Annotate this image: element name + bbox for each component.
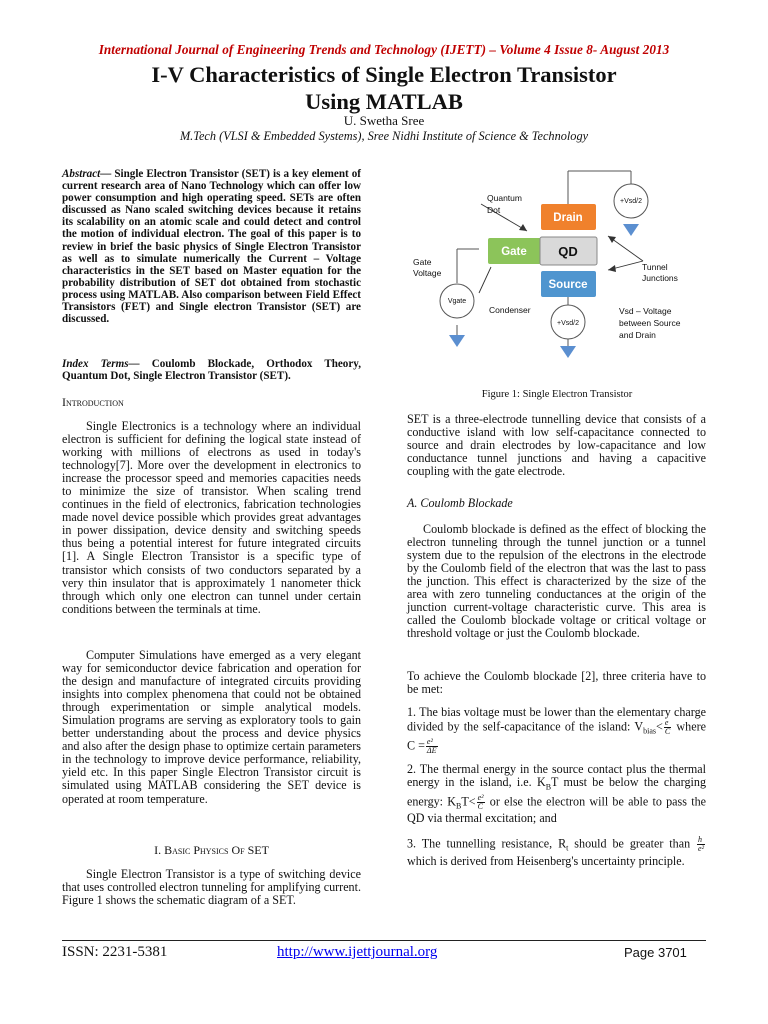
criterion-2-sub2: B	[456, 801, 462, 811]
label-gate-voltage-1: Gate	[413, 257, 432, 267]
criterion-2-text4: or else the electron will be able to pass the QD via thermal excitation; and	[407, 793, 706, 826]
author-affiliation: M.Tech (VLSI & Embedded Systems), Sree Nidhi Institute of Science & Technology	[179, 129, 589, 143]
criterion-3-frac-num: h	[697, 836, 705, 845]
abstract	[62, 168, 361, 325]
label-qd: QD	[558, 244, 578, 259]
criterion-1	[407, 706, 706, 755]
criterion-1-text: 1. The bias voltage must be lower than the elementary charge divided by the self-capacitance of the island: V	[407, 705, 706, 734]
label-condenser: Condenser	[489, 305, 531, 315]
label-junctions: Junctions	[642, 273, 678, 283]
criterion-3-frac-den: e²	[698, 844, 704, 853]
criterion-1-frac1-den: C	[664, 727, 671, 737]
footer-issn: ISSN: 2231-5381	[62, 944, 168, 960]
gate-ground-arrow	[449, 335, 465, 347]
criterion-3-text3: which is derived from Heisenberg's uncertainty principle.	[407, 853, 685, 868]
criterion-1-frac1-num: e	[664, 719, 671, 728]
coulomb-blockade-heading: A. Coulomb Blockade	[407, 496, 513, 510]
criterion-2	[407, 763, 706, 825]
criterion-2-text2: T must be below the charging energy: K	[407, 775, 706, 808]
set-description: SET is a three-electrode tunnelling device that consists of a conductive island with low self-capacitance connected to source and drain electrodes by low-capacitance and low conductance tunnel junctions and having a capacitive coupling with the gate electrode.	[407, 412, 706, 479]
label-tunnel: Tunnel	[642, 262, 668, 272]
paper-title-line1: I-V Characteristics of Single Electron Transistor	[151, 62, 617, 87]
label-vsd-desc-2: between Source	[619, 318, 681, 328]
criterion-2-text: 2. The thermal energy in the source contact plus the thermal energy in the island, i.e. K	[407, 762, 706, 790]
source-ground-arrow	[560, 346, 576, 358]
criterion-1-fraction-1	[664, 719, 671, 736]
criterion-1-mid: where C =	[407, 719, 706, 753]
coulomb-blockade-paragraph: Coulomb blockade is defined as the effect of blocking the electron tunneling through the tunnel junction or a tunnel system due to the repulsion of the electrons in the electrode by the Coulomb field of the electron that was the last to pass the junction. This effect is characterized by the size of the area with zero tunneling conductances at the origin of the junction current-voltage characteristic curve. This area is called the Coulomb blockade voltage or critical voltage or threshold voltage or just the Coulomb blockade.	[407, 522, 706, 641]
basic-physics-heading: I. Basic Physics Of SET	[154, 843, 269, 857]
criterion-3-text2: should be greater than	[568, 836, 697, 851]
label-quantum: Quantum	[487, 193, 522, 203]
footer-page-number: Page 3701	[624, 945, 687, 960]
index-terms	[62, 358, 361, 382]
footer-journal-link[interactable]: http://www.ijettjournal.org	[277, 944, 438, 960]
label-vsd-top: +Vsd/2	[620, 198, 642, 205]
label-vgate: Vgate	[447, 298, 467, 305]
criterion-1-frac2-den: ΔE	[426, 745, 437, 755]
criterion-1-lt: <	[656, 719, 663, 734]
journal-header: International Journal of Engineering Trends and Technology (IJETT) – Volume 4 Issue 8- August 2013	[98, 42, 670, 57]
criterion-2-frac-den: C	[477, 801, 483, 811]
label-gate: Gate	[501, 246, 527, 258]
index-terms-lead: Index Terms—	[62, 358, 140, 370]
label-vsd-desc-3: and Drain	[619, 330, 656, 340]
criterion-3-sub: t	[566, 843, 569, 853]
criterion-2-sub1: B	[545, 782, 552, 792]
label-vsd-bottom: +Vsd/2	[557, 320, 579, 327]
criterion-2-frac-num: e²	[477, 792, 484, 802]
label-vsd-desc-1: Vsd – Voltage	[619, 306, 672, 316]
index-terms-text: Coulomb Blockade, Orthodox Theory, Quantum Dot, Single Electron Transistor (SET).	[62, 358, 361, 383]
criterion-3-fraction	[697, 836, 705, 853]
introduction-heading: Introduction	[62, 395, 124, 409]
introduction-paragraph-2: Computer Simulations have emerged as a very elegant way for semiconductor device fabrication and operation for the design and manufacture of integrated circuits providing insights into complex phenomena that could not be obtained through experimentation or simple analytical models. Simulation programs are serving as exploratory tools to gain better understanding about the process and device physics and also after the design phase to optimize certain parameters in the technology to improve device performance, reliability, yield etc. In this paper Single Electron Transistor circuit is simulated using MATLAB considering the SET device is operated at room temperature.	[62, 648, 361, 806]
criterion-2-text3: T<	[461, 793, 476, 808]
abstract-lead: Abstract—	[62, 168, 112, 180]
criterion-1-fraction-2	[426, 738, 438, 755]
figure-caption: Figure 1: Single Electron Transistor	[481, 389, 633, 400]
criterion-1-frac2-num: e²	[426, 738, 438, 747]
paper-title-line2: Using MATLAB	[305, 89, 463, 114]
introduction-paragraph-1: Single Electronics is a technology where an individual electron is sufficient for defining the logical state instead of working with millions of electrons as used in today's technology[7]. More over the development in electronics to increase the processor speed and memories capacities needs to minimize the size of transistor. When scaling trend continues in the field of electronics, fabrication technologies made novel device possible which provides great advantages in power dissipation, device density and switching speeds thus being a potential interest for future integrated circuits [1]. A Single Electron Transistor is a specific type of transistor which consists of two conductors separated by a very thin insulator that is approximately 1 nanometer thick through which only one electron can tunnel under certain conditions between the terminals at time.	[62, 419, 361, 616]
basic-physics-paragraph: Single Electron Transistor is a type of switching device that uses controlled electron tunneling for amplifying current. Figure 1 shows the schematic diagram of a SET.	[62, 867, 361, 908]
footer-rule	[62, 940, 706, 941]
label-gate-voltage-2: Voltage	[413, 268, 442, 278]
abstract-text: Single Electron Transistor (SET) is a key element of current research area of Nano Technology which can offer low power consumption and high operating speed. SETs are often discussed as Nano scaled switching devices because it retains its scalability on an atomic scale and could detect and control the motion of individual electron. The goal of this paper is to review in brief the basic physics of Single Electron Transistor as well as to simulate numerically the Current – Voltage characteristics in the SET based on Master equation for the probability distribution of SET dot obtained from stochastic process using MATLAB. Also comparison between Field Effect Transistors (FET) and Single electron Transistor (SET) are discussed.	[62, 168, 361, 326]
criterion-2-fraction	[477, 794, 485, 811]
drain-ground-arrow	[623, 224, 639, 236]
set-schematic-figure	[407, 165, 707, 380]
criterion-3-text: 3. The tunnelling resistance, R	[407, 836, 567, 851]
label-dot: Dot	[487, 205, 501, 215]
label-source: Source	[548, 279, 588, 291]
criteria-intro: To achieve the Coulomb blockade [2], three criteria have to be met:	[407, 669, 706, 697]
criterion-3	[407, 836, 706, 868]
criterion-1-sub: bias	[643, 726, 657, 736]
label-drain: Drain	[553, 212, 583, 224]
author-name: U. Swetha Sree	[343, 113, 425, 128]
